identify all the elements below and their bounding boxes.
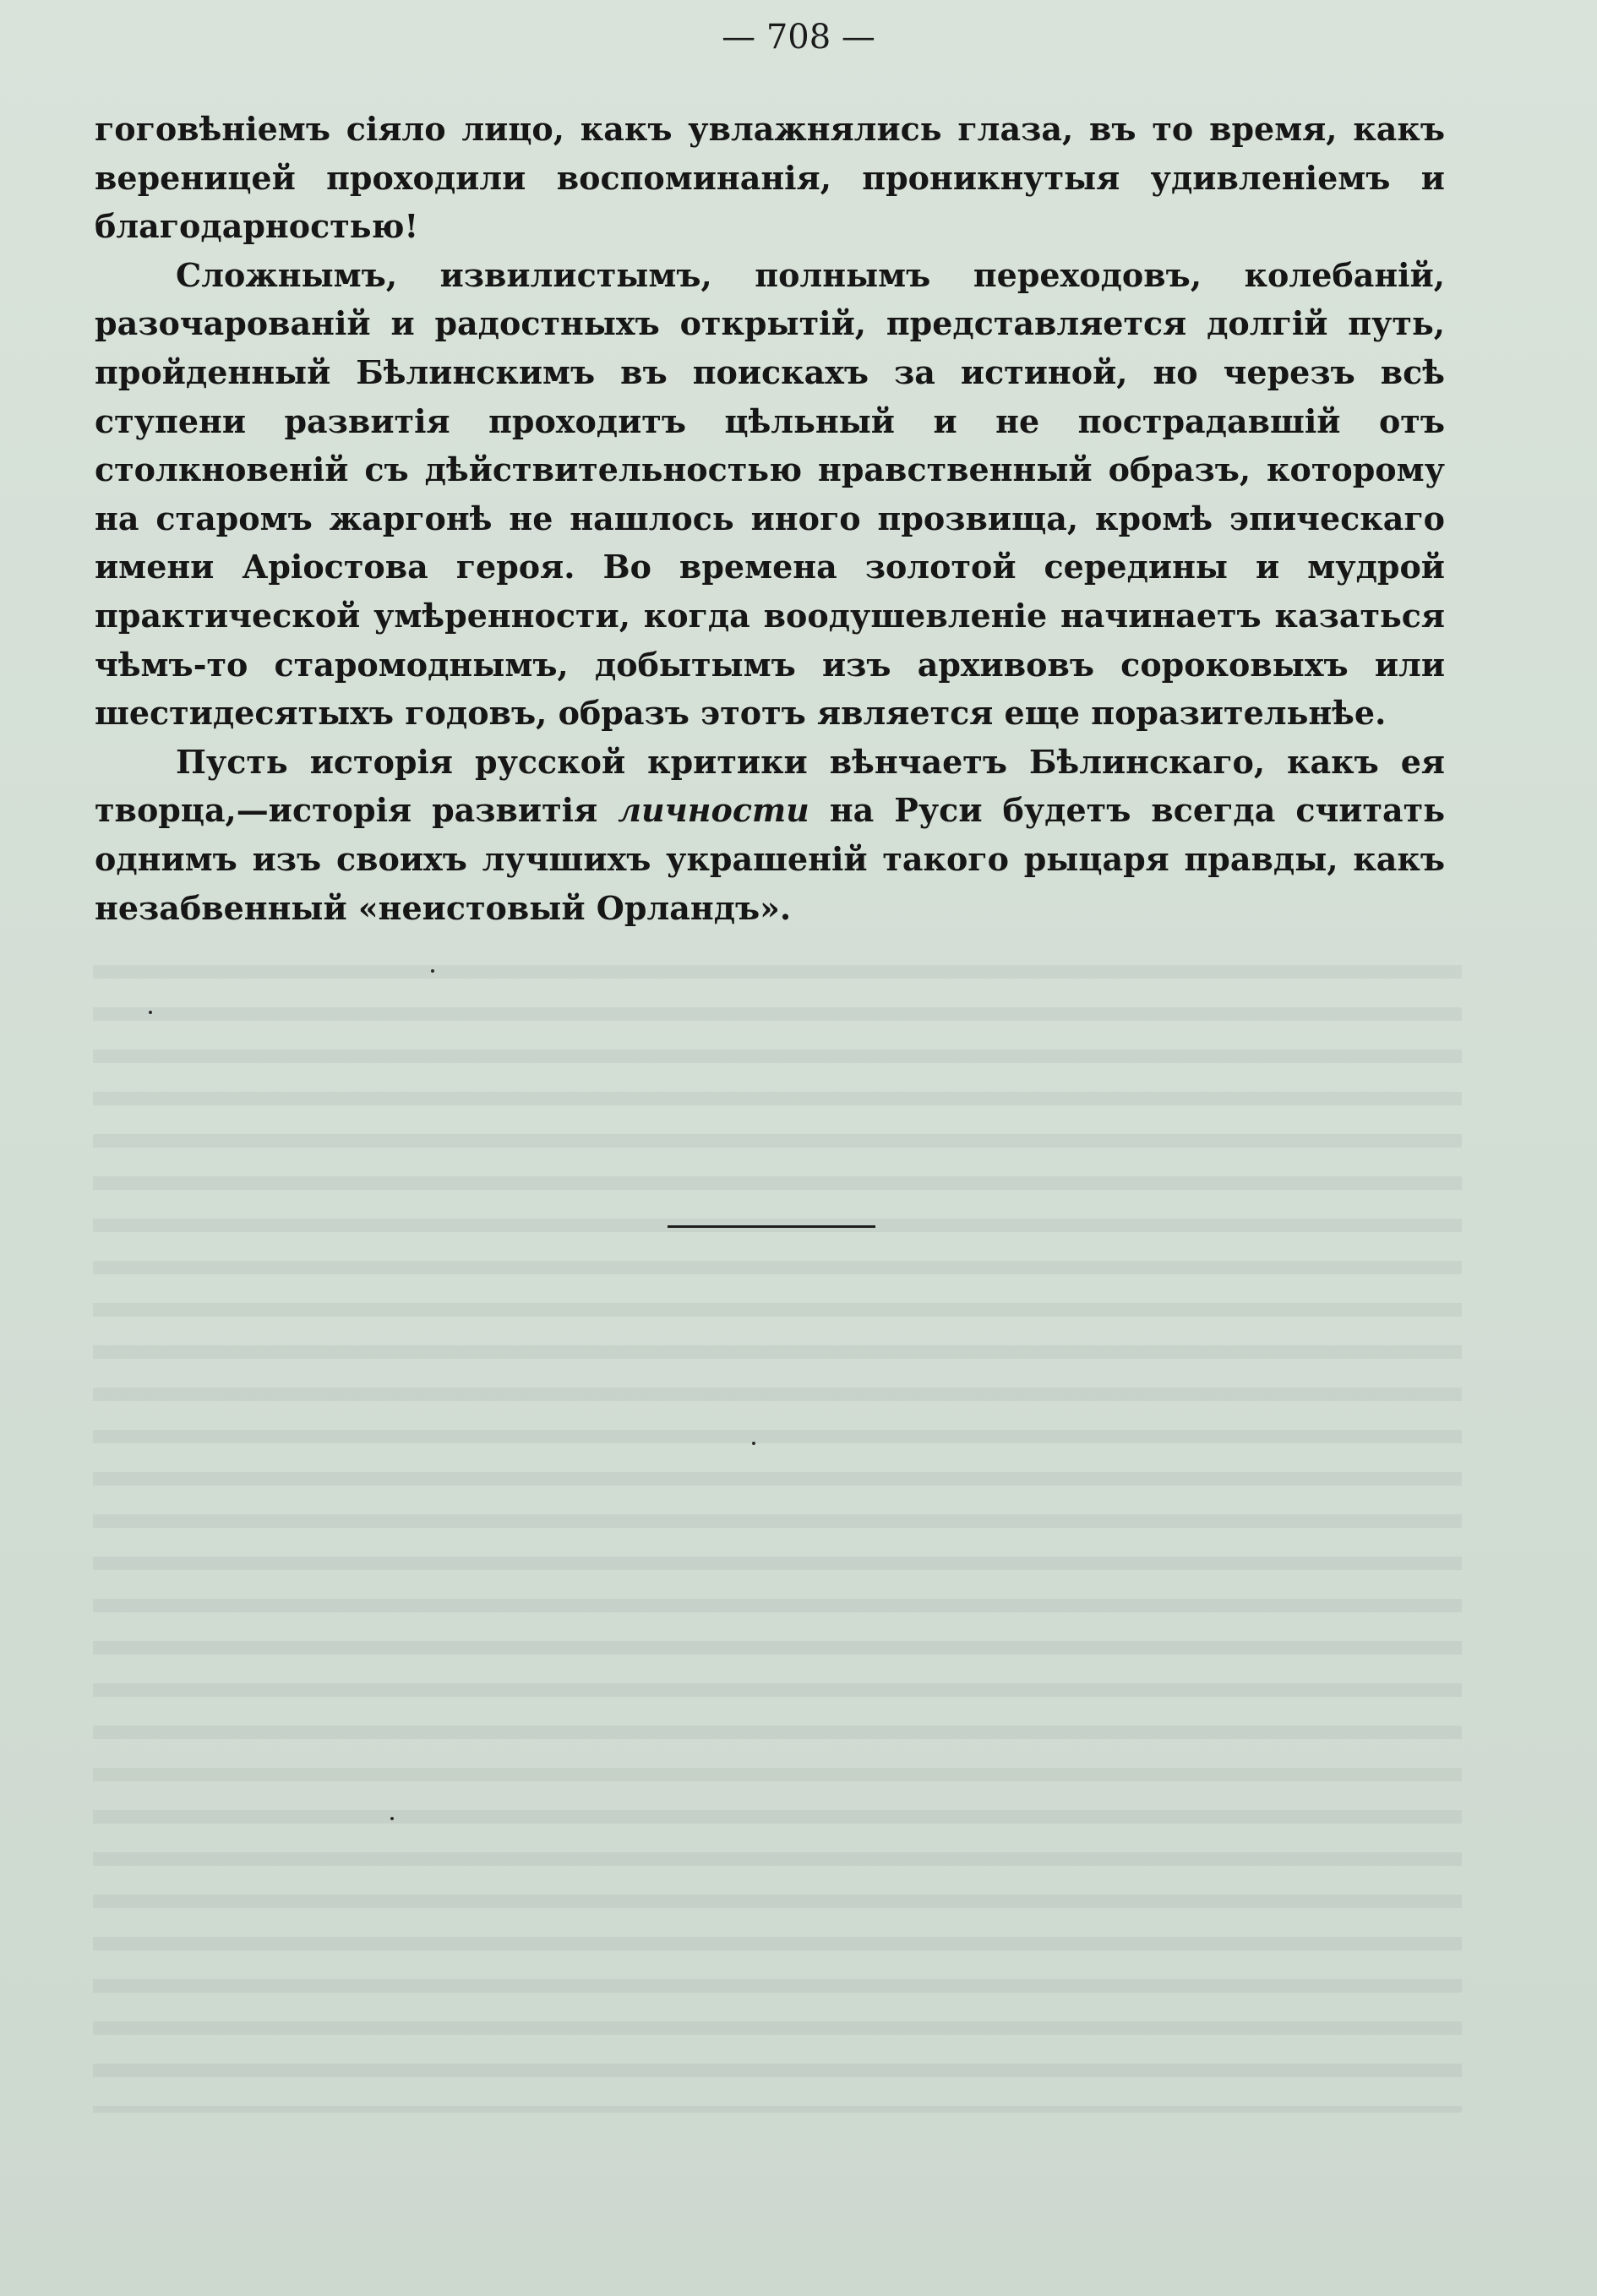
paragraph-continuation: гоговѣніемъ сіяло лицо, какъ увлажнялись глаза, въ то время, какъ вереницей проходили воспоминанія, проникнутыя удивленіемъ и благодарностью! <box>95 110 1445 246</box>
ink-speck <box>431 969 434 973</box>
emphasis-lichnosti: личности <box>618 791 809 830</box>
paragraph-conclusion-part1: Пусть исторія русской критики вѣнчаетъ Бѣлинскаго, какъ ея творца,—исторія развитія <box>95 742 1445 830</box>
ink-speck <box>149 1011 152 1014</box>
end-rule <box>668 1225 875 1228</box>
page-number: — 708 — <box>722 18 875 57</box>
ink-speck <box>390 1817 394 1820</box>
show-through-bleed <box>93 946 1462 2113</box>
ink-speck <box>752 1442 755 1445</box>
body-text <box>95 105 1445 932</box>
paragraph-conclusion <box>95 738 1445 932</box>
paragraph-belinsky-path: Сложнымъ, извилистымъ, полнымъ переходовъ, колебаній, разочарованій и радостныхъ открытій, представляется долгій путь, пройденный Бѣлинскимъ въ поискахъ за истиной, но черезъ всѣ ступени развитія проходитъ цѣльный и не пострадавшій отъ столкновеній съ дѣйствительностью нравственный образъ, которому на старомъ жаргонѣ не нашлось иного прозвища, кромѣ эпическаго имени Аріостова героя. Во времена золотой середины и мудрой практической умѣренности, когда воодушевленіе начинаетъ казаться чѣмъ-то старомоднымъ, добытымъ изъ архивовъ сороковыхъ или шестидесятыхъ годовъ, образъ этотъ является еще поразительнѣе. <box>95 255 1445 733</box>
paragraph-conclusion-part2: на Руси будетъ всегда считать однимъ изъ своихъ лучшихъ украшеній такого рыцаря правды, какъ незабвенный «неистовый Орландъ». <box>95 791 1445 927</box>
